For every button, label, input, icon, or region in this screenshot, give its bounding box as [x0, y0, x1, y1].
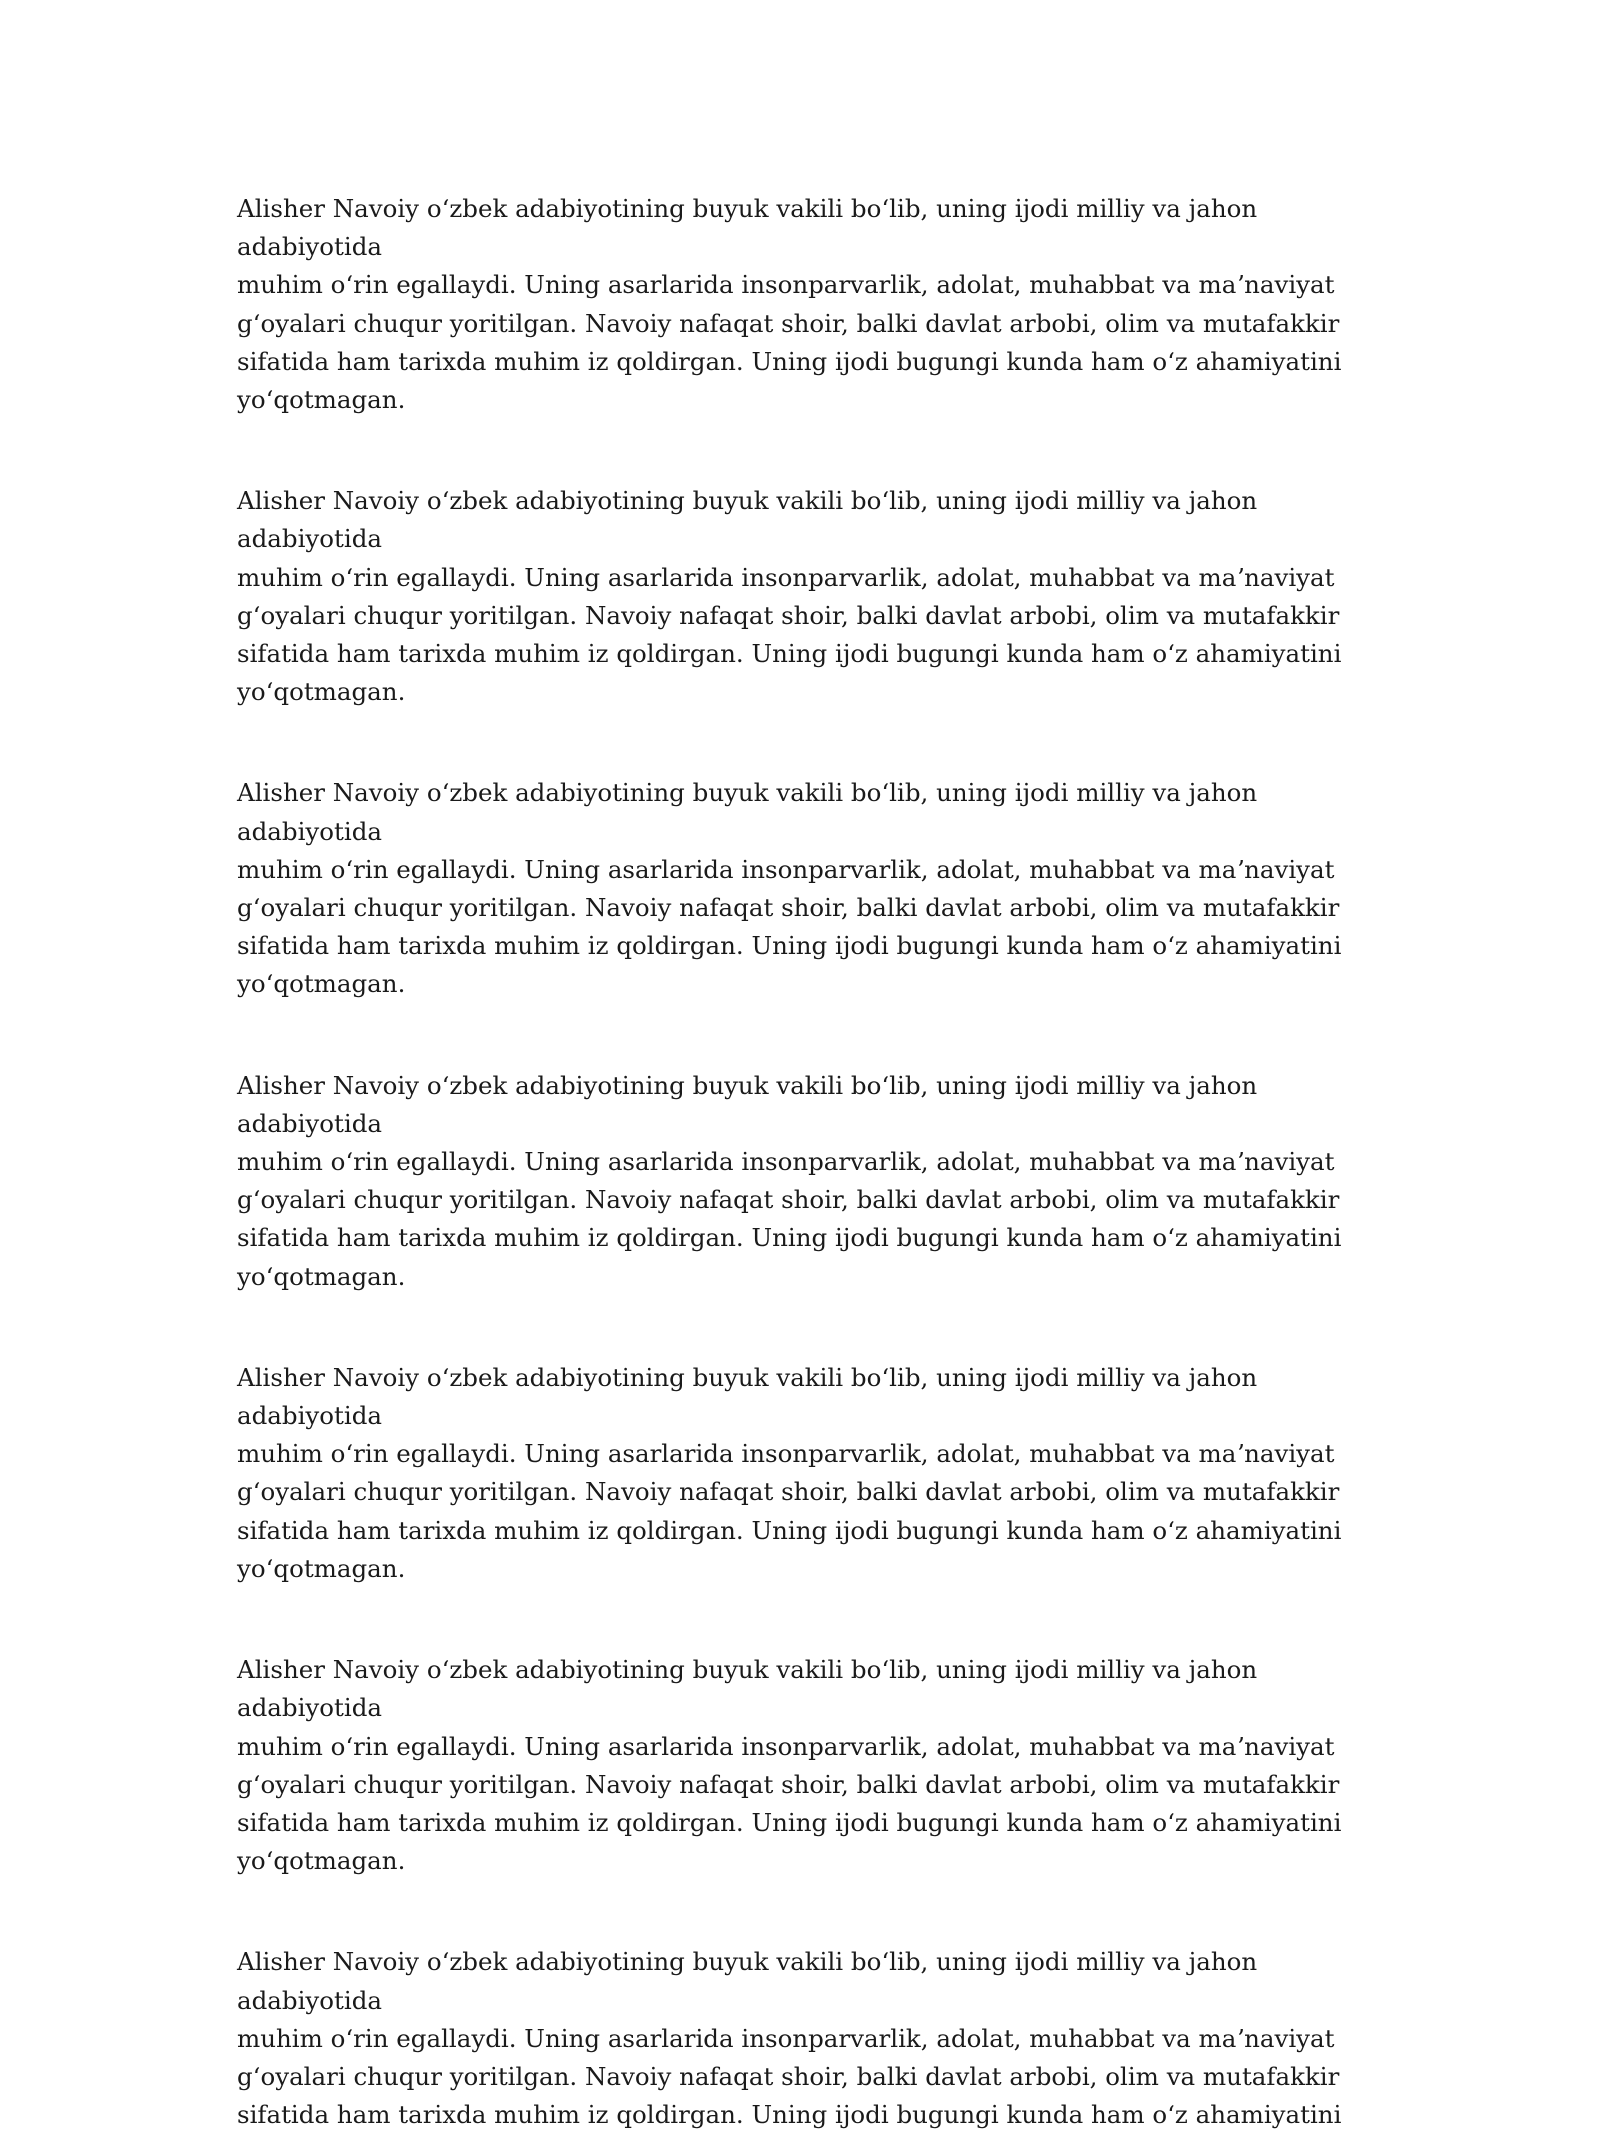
- paragraph: Alisher Navoiy oʻzbek adabiyotining buyuk vakili boʻlib, uning ijodi milliy va jahon adabiyotida muhim oʻrin egallaydi. Uning asarlarida insonparvarlik, adolat, muhabbat va maʼnaviyat gʻoyalari chuqur yoritilgan. Navoiy nafaqat shoir, balki davlat arbobi, olim va mutafakkir sifatida ham tarixda muhim iz qoldirgan. Uning ijodi bugungi kunda ham oʻz ahamiyatini yoʻqotmagan.: [237, 1655, 1342, 1876]
- paragraph: Alisher Navoiy oʻzbek adabiyotining buyuk vakili boʻlib, uning ijodi milliy va jahon adabiyotida muhim oʻrin egallaydi. Uning asarlarida insonparvarlik, adolat, muhabbat va maʼnaviyat gʻoyalari chuqur yoritilgan. Navoiy nafaqat shoir, balki davlat arbobi, olim va mutafakkir sifatida ham tarixda muhim iz qoldirgan. Uning ijodi bugungi kunda ham oʻz ahamiyatini yoʻqotmagan.: [237, 194, 1342, 415]
- paragraph: Alisher Navoiy oʻzbek adabiyotining buyuk vakili boʻlib, uning ijodi milliy va jahon adabiyotida muhim oʻrin egallaydi. Uning asarlarida insonparvarlik, adolat, muhabbat va maʼnaviyat gʻoyalari chuqur yoritilgan. Navoiy nafaqat shoir, balki davlat arbobi, olim va mutafakkir sifatida ham tarixda muhim iz qoldirgan. Uning ijodi bugungi kunda ham oʻz ahamiyatini: [237, 1947, 1342, 2130]
- paragraph: Alisher Navoiy oʻzbek adabiyotining buyuk vakili boʻlib, uning ijodi milliy va jahon adabiyotida muhim oʻrin egallaydi. Uning asarlarida insonparvarlik, adolat, muhabbat va maʼnaviyat gʻoyalari chuqur yoritilgan. Navoiy nafaqat shoir, balki davlat arbobi, olim va mutafakkir sifatida ham tarixda muhim iz qoldirgan. Uning ijodi bugungi kunda ham oʻz ahamiyatini yoʻqotmagan.: [237, 1362, 1342, 1583]
- paragraph: Alisher Navoiy oʻzbek adabiyotining buyuk vakili boʻlib, uning ijodi milliy va jahon adabiyotida muhim oʻrin egallaydi. Uning asarlarida insonparvarlik, adolat, muhabbat va maʼnaviyat gʻoyalari chuqur yoritilgan. Navoiy nafaqat shoir, balki davlat arbobi, olim va mutafakkir sifatida ham tarixda muhim iz qoldirgan. Uning ijodi bugungi kunda ham oʻz ahamiyatini yoʻqotmagan.: [237, 486, 1342, 707]
- document-body: [237, 190, 1367, 2134]
- paragraph: Alisher Navoiy oʻzbek adabiyotining buyuk vakili boʻlib, uning ijodi milliy va jahon adabiyotida muhim oʻrin egallaydi. Uning asarlarida insonparvarlik, adolat, muhabbat va maʼnaviyat gʻoyalari chuqur yoritilgan. Navoiy nafaqat shoir, balki davlat arbobi, olim va mutafakkir sifatida ham tarixda muhim iz qoldirgan. Uning ijodi bugungi kunda ham oʻz ahamiyatini yoʻqotmagan.: [237, 1070, 1342, 1291]
- paragraph: Alisher Navoiy oʻzbek adabiyotining buyuk vakili boʻlib, uning ijodi milliy va jahon adabiyotida muhim oʻrin egallaydi. Uning asarlarida insonparvarlik, adolat, muhabbat va maʼnaviyat gʻoyalari chuqur yoritilgan. Navoiy nafaqat shoir, balki davlat arbobi, olim va mutafakkir sifatida ham tarixda muhim iz qoldirgan. Uning ijodi bugungi kunda ham oʻz ahamiyatini yoʻqotmagan.: [237, 778, 1342, 999]
